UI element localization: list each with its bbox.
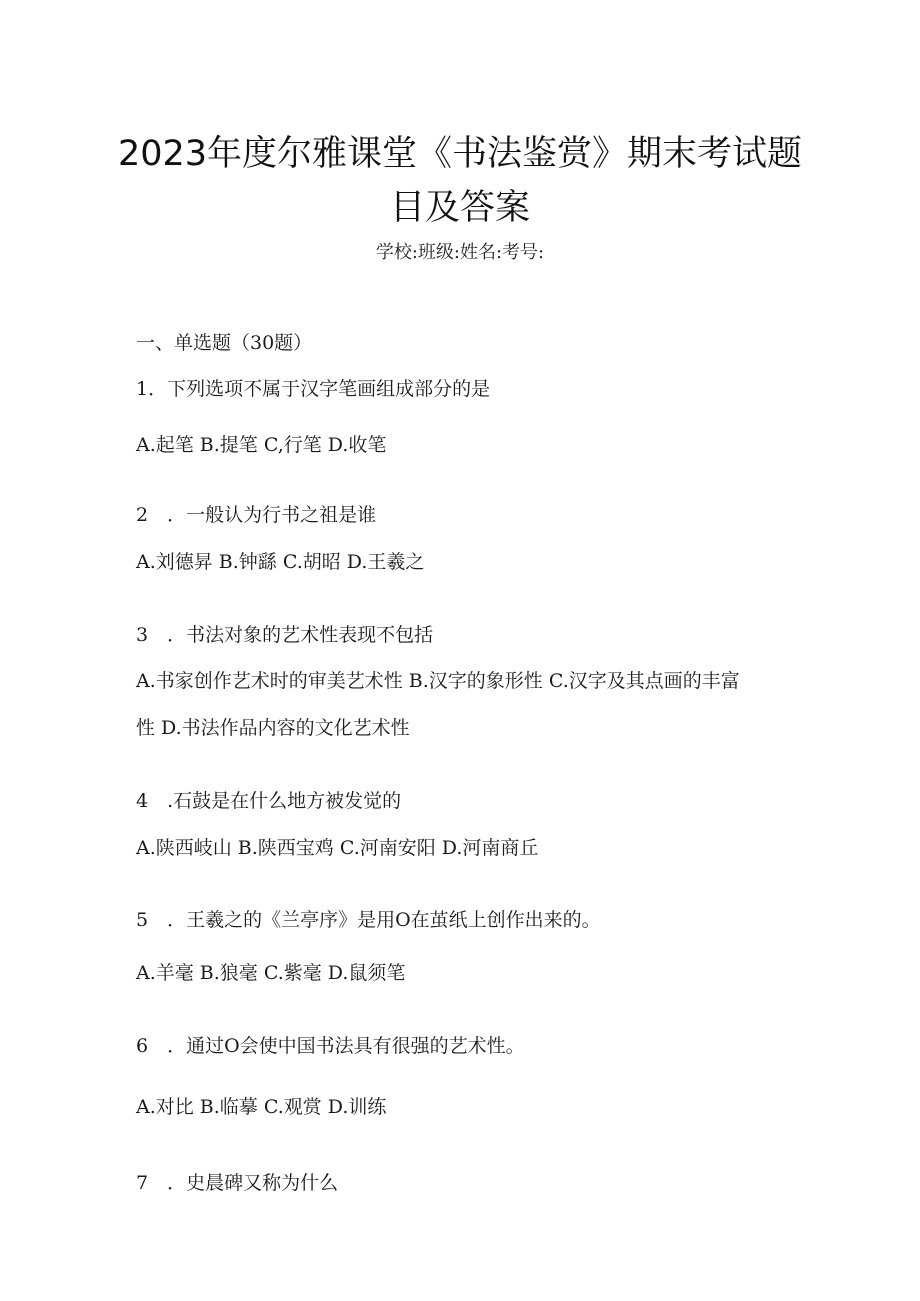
document-title-line-2: 目及答案 — [389, 188, 530, 228]
question-1-options: A.起笔 B.提笔 C,行笔 D.收笔 — [136, 434, 387, 456]
question-5-text: 5 ．王羲之的《兰亭序》是用O在茧纸上创作出来的。 — [136, 909, 601, 931]
question-3-options-line-1: A.书家创作艺术时的审美艺术性 B.汉字的象形性 C.汉字及其点画的丰富 — [136, 670, 740, 692]
question-6-options: A.对比 B.临摹 C.观赏 D.训练 — [136, 1096, 387, 1118]
question-5-options: A.羊毫 B.狼毫 C.紫毫 D.鼠须笔 — [136, 962, 406, 984]
section-heading: 一、单选题（30题） — [136, 332, 313, 354]
student-info-line: 学校:班级:姓名:考号: — [375, 242, 545, 263]
question-4-text: 4 .石鼓是在什么地方被发觉的 — [136, 790, 402, 812]
document-title-line-1: 2023年度尔雅课堂《书法鉴赏》期末考试题 — [117, 134, 803, 174]
question-7-text: 7 ．史晨碑又称为什么 — [136, 1172, 339, 1194]
question-6-text: 6 ．通过O会使中国书法具有很强的艺术性。 — [136, 1035, 525, 1057]
question-3-text: 3 ．书法对象的艺术性表现不包括 — [136, 624, 434, 646]
question-3-options-line-2: 性 D.书法作品内容的文化艺术性 — [136, 717, 410, 739]
question-1-text: 1．下列选项不属于汉字笔画组成部分的是 — [136, 378, 491, 400]
question-2-text: 2 ．一般认为行书之祖是谁 — [136, 504, 377, 526]
question-4-options: A.陕西岐山 B.陕西宝鸡 C.河南安阳 D.河南商丘 — [136, 837, 539, 859]
question-2-options: A.刘德昇 B.钟繇 C.胡昭 D.王羲之 — [136, 551, 425, 573]
